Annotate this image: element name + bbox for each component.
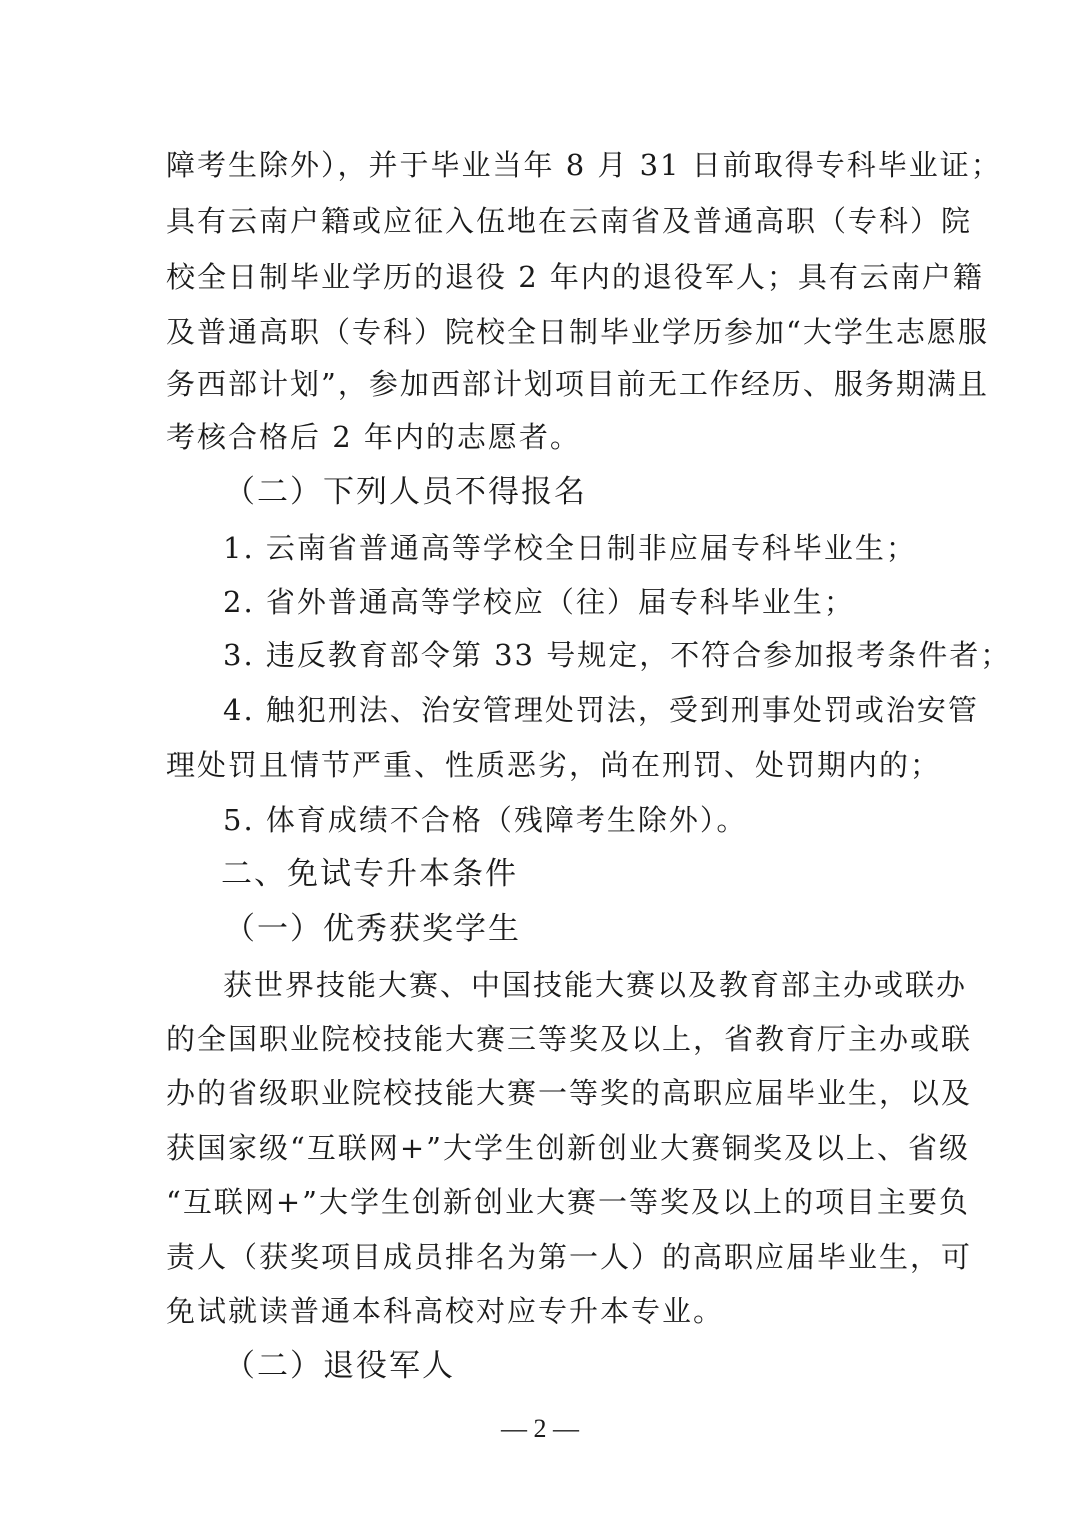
paragraph-line: 获国家级“互联网+”大学生创新创业大赛铜奖及以上、省级 — [166, 1131, 970, 1165]
paragraph-line: 务西部计划”，参加西部计划项目前无工作经历、服务期满且 — [166, 367, 989, 401]
paragraph-line: “互联网+”大学生创新创业大赛一等奖及以上的项目主要负 — [166, 1185, 970, 1219]
paragraph-line: 办的省级职业院校技能大赛一等奖的高职应届毕业生，以及 — [166, 1076, 973, 1110]
list-item: 1. 云南省普通高等学校全日制非应届专科毕业生； — [223, 531, 917, 565]
paragraph-line: 获世界技能大赛、中国技能大赛以及教育部主办或联办 — [223, 968, 968, 1002]
paragraph-line: 责人（获奖项目成员排名为第一人）的高职应届毕业生，可 — [166, 1240, 973, 1274]
paragraph-line: 具有云南户籍或应征入伍地在云南省及普通高职（专科）院 — [166, 204, 973, 238]
list-item: 4. 触犯刑法、治安管理处罚法，受到刑事处罚或治安管 — [223, 693, 979, 727]
paragraph-line: 障考生除外），并于毕业当年 8 月 31 日前取得专科毕业证； — [166, 148, 1002, 182]
section-heading-exemption: 二、免试专升本条件 — [221, 856, 518, 892]
list-item: 5. 体育成绩不合格（残障考生除外）。 — [223, 803, 748, 837]
paragraph-line: 及普通高职（专科）院校全日制毕业学历参加“大学生志愿服 — [166, 315, 989, 349]
subsection-heading-award: （一）优秀获奖学生 — [224, 911, 521, 947]
list-item: 3. 违反教育部令第 33 号规定，不符合参加报考条件者； — [223, 638, 1012, 672]
list-item-continuation: 理处罚且情节严重、性质恶劣，尚在刑罚、处罚期内的； — [166, 748, 942, 782]
paragraph-line: 免试就读普通本科高校对应专升本专业。 — [166, 1294, 725, 1328]
paragraph-line: 校全日制毕业学历的退役 2 年内的退役军人；具有云南户籍 — [166, 260, 984, 294]
paragraph-line: 考核合格后 2 年内的志愿者。 — [166, 420, 581, 454]
section-heading-excluded: （二）下列人员不得报名 — [224, 474, 587, 510]
list-item: 2. 省外普通高等学校应（往）届专科毕业生； — [223, 585, 855, 619]
page-number: — 2 — — [501, 1414, 579, 1443]
subsection-heading-veterans: （二）退役军人 — [224, 1348, 455, 1384]
paragraph-line: 的全国职业院校技能大赛三等奖及以上，省教育厅主办或联 — [166, 1022, 973, 1056]
